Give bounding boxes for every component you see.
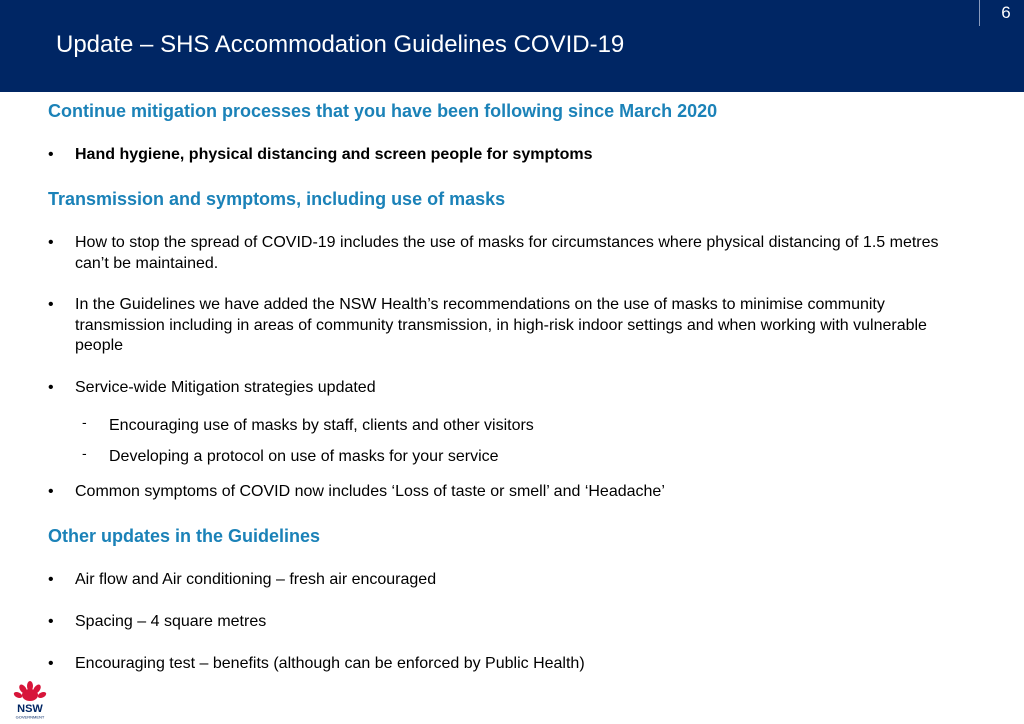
page-number-divider — [979, 0, 980, 26]
bullet-text: How to stop the spread of COVID-19 includes the use of masks for circumstances where physical distancing of 1.5 metres can’t be maintained. — [75, 234, 939, 272]
bullet-item — [48, 233, 948, 274]
bullet-marker: • — [48, 571, 54, 588]
slide-title: Update – SHS Accommodation Guidelines COVID-19 — [56, 31, 625, 58]
sub-bullet-marker: - — [82, 445, 87, 461]
title-bar — [0, 0, 1024, 92]
page-number: 6 — [1001, 3, 1011, 22]
bullet-text: Hand hygiene, physical distancing and screen people for symptoms — [75, 146, 593, 163]
sub-bullet-item — [82, 447, 942, 467]
svg-text:GOVERNMENT: GOVERNMENT — [15, 714, 45, 720]
bullet-marker: • — [48, 296, 54, 313]
sub-bullet-text: Developing a protocol on use of masks for your service — [109, 448, 499, 465]
bullet-text: Encouraging test – benefits (although can be enforced by Public Health) — [75, 655, 585, 672]
svg-text:NSW: NSW — [17, 703, 43, 715]
bullet-marker: • — [48, 234, 54, 251]
bullet-marker: • — [48, 146, 54, 163]
bullet-text: Common symptoms of COVID now includes ‘Loss of taste or smell’ and ‘Headache’ — [75, 483, 665, 500]
bullet-item — [48, 654, 948, 675]
bullet-marker: • — [48, 613, 54, 630]
bullet-item — [48, 570, 948, 591]
section-heading-mitigation: Continue mitigation processes that you have been following since March 2020 — [48, 101, 718, 121]
sub-bullet-text: Encouraging use of masks by staff, clients and other visitors — [109, 417, 534, 434]
bullet-item — [48, 295, 948, 357]
bullet-marker: • — [48, 379, 54, 396]
bullet-text: Service-wide Mitigation strategies updated — [75, 379, 376, 396]
bullet-text: Spacing – 4 square metres — [75, 613, 267, 630]
bullet-item — [48, 378, 948, 399]
sub-bullet-item — [82, 416, 942, 436]
bullet-item — [48, 482, 948, 503]
bullet-text: In the Guidelines we have added the NSW Health’s recommendations on the use of masks to minimise community transmission including in areas of community transmission, in high-risk indoor settings and when working with vulnerable people — [75, 296, 927, 354]
bullet-item — [48, 612, 948, 633]
bullet-text: Air flow and Air conditioning – fresh air encouraged — [75, 571, 437, 588]
bullet-marker: • — [48, 655, 54, 672]
bullet-marker: • — [48, 483, 54, 500]
section-heading-other-updates: Other updates in the Guidelines — [48, 526, 321, 546]
section-heading-transmission: Transmission and symptoms, including use of masks — [48, 189, 506, 209]
nsw-waratah-logo-icon — [12, 680, 48, 720]
bullet-item — [48, 145, 948, 166]
sub-bullet-marker: - — [82, 414, 87, 430]
